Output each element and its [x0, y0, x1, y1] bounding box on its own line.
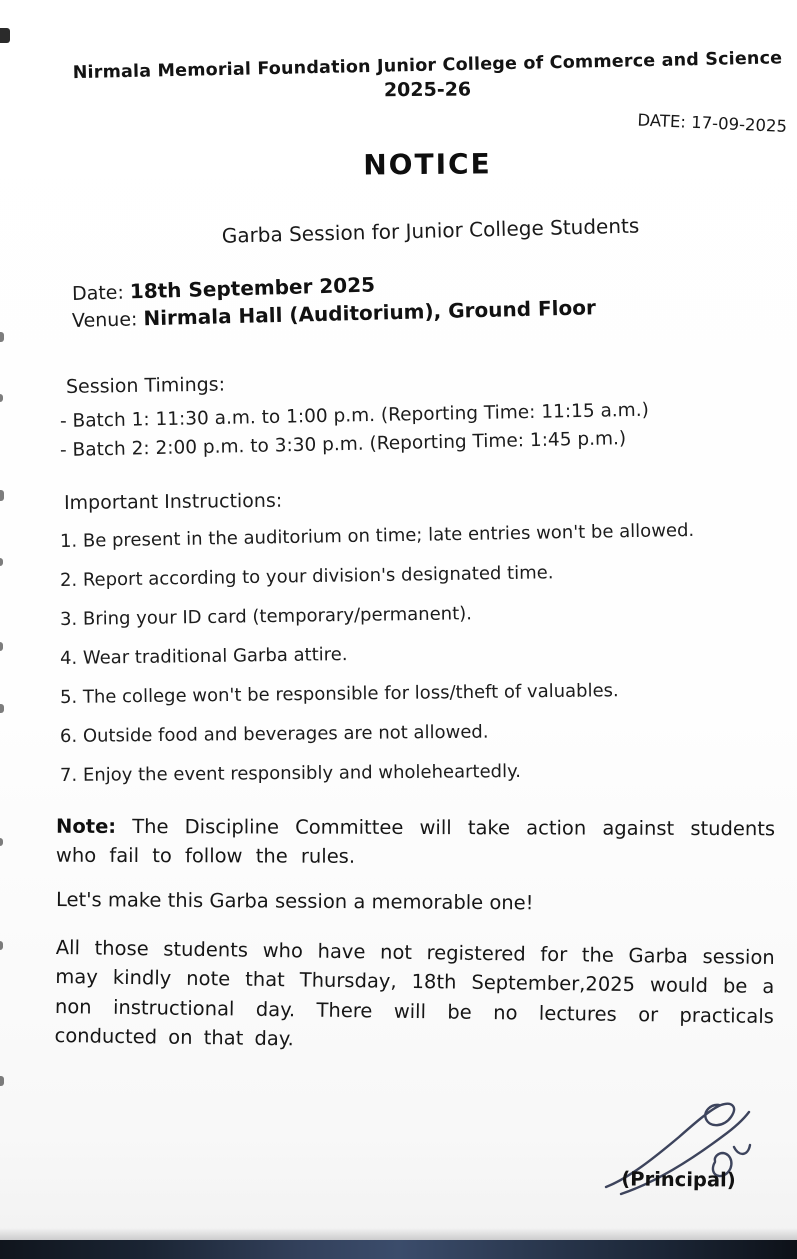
instructions-heading: Important Instructions:: [63, 489, 283, 514]
scan-artifact: [0, 28, 10, 43]
instruction-item: 7. Enjoy the event responsibly and wholeheartedly.: [59, 760, 521, 786]
scan-artifact: [0, 941, 3, 950]
date-value: 18th September 2025: [129, 272, 376, 304]
scan-artifact: [0, 490, 4, 501]
instruction-item: 2. Report according to your division's designated time.: [59, 562, 554, 591]
instruction-item: 3. Bring your ID card (temporary/permanent).: [59, 603, 473, 630]
registration-paragraph: All those students who have not registered for the Garba session may kindly note that Thursday, 18th September,2025 would be a non instructional day. There will be no lectures or practicals conducted on that day.: [54, 935, 775, 1050]
instruction-item: 6. Outside food and beverages are not allowed.: [59, 721, 489, 747]
scan-artifact: [0, 704, 4, 713]
scan-artifact: [0, 332, 4, 342]
notice-subject: Garba Session for Junior College Students: [221, 213, 640, 248]
principal-label: (Principal): [621, 1167, 736, 1192]
venue-value: Nirmala Hall (Auditorium), Ground Floor: [143, 295, 597, 331]
instruction-item: 1. Be present in the auditorium on time; late entries won't be allowed.: [59, 519, 695, 552]
instructions-list: [56, 519, 775, 786]
notice-title: NOTICE: [363, 147, 492, 182]
closing-line: Let's make this Garba session a memorable one!: [55, 887, 534, 914]
scan-artifact: [0, 558, 3, 566]
academic-year: 2025-26: [383, 78, 472, 102]
note-paragraph: [56, 812, 775, 873]
scan-artifact: [0, 394, 3, 402]
batch-line: - Batch 1: 11:30 a.m. to 1:00 p.m. (Reporting Time: 11:15 a.m.): [59, 399, 650, 432]
signature-block: [586, 1090, 771, 1191]
scan-artifact: [0, 1076, 4, 1086]
notice-date: DATE: 17-09-2025: [637, 110, 788, 136]
scan-artifact: [0, 838, 3, 846]
batch-line: - Batch 2: 2:00 p.m. to 3:30 p.m. (Reporting Time: 1:45 p.m.): [59, 428, 627, 461]
venue-label: Venue:: [71, 308, 138, 332]
note-label: Note:: [56, 814, 117, 838]
instruction-item: 4. Wear traditional Garba attire.: [59, 643, 348, 669]
college-name: Nirmala Memorial Foundation Junior College of Commerce and Science: [72, 48, 783, 84]
scan-edge-bottom: [0, 1240, 797, 1259]
date-label: Date:: [71, 281, 125, 305]
note-text: The Discipline Committee will take action against students who fail to follow the rules.: [55, 815, 776, 869]
scan-artifact: [0, 642, 3, 651]
instruction-item: 5. The college won't be responsible for loss/theft of valuables.: [59, 680, 619, 708]
session-timings-heading: Session Timings:: [65, 373, 226, 398]
scan-edge-shadow: [0, 1228, 797, 1240]
batch-list: [56, 399, 775, 461]
